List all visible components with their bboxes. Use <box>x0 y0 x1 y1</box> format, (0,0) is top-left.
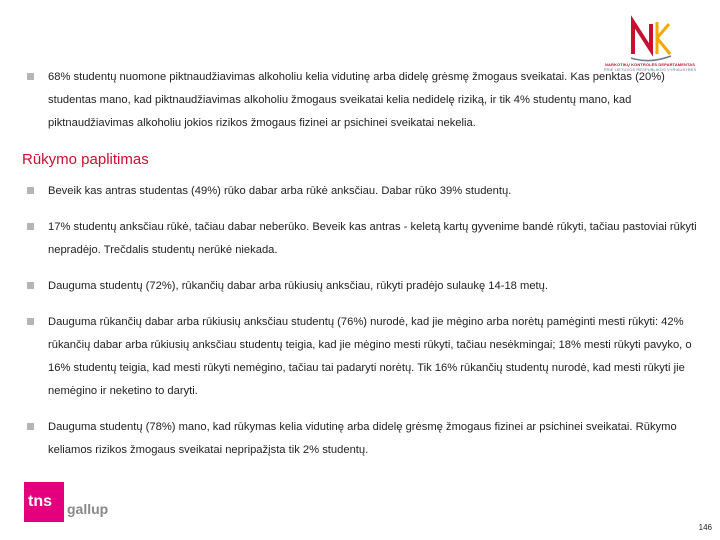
bullet-text: 17% studentų anksčiau rūkė, tačiau dabar neberūko. Beveik kas antras - keletą kartų gyvenime bandė rūkyti, tačiau pastoviai rūkyti nepradėjo. Trečdalis studentų nerūkė niekada. <box>48 221 697 256</box>
ntakd-emblem-icon <box>623 14 677 62</box>
bullet-square-icon <box>27 223 34 230</box>
bullet-square-icon <box>27 423 34 430</box>
bullet-text: Beveik kas antras studentas (49%) rūko dabar arba rūkė anksčiau. Dabar rūko 39% studentų. <box>48 185 512 197</box>
list-item <box>22 311 702 403</box>
intro-bullet <box>22 66 702 135</box>
bullet-text: Dauguma studentų (78%) mano, kad rūkymas kelia vidutinę arba didelę grėsmę žmogaus fizinei ar psichinei sveikatai. Rūkymo keliamos rizikos žmogaus sveikatai nepripažįsta tik 2% studentų. <box>48 421 677 456</box>
list-item <box>22 416 702 462</box>
bullet-square-icon <box>27 187 34 194</box>
bullet-square-icon <box>27 73 34 80</box>
tns-gallup-logo <box>24 482 124 522</box>
page-number: 146 <box>698 523 712 532</box>
list-item <box>22 275 702 298</box>
org-name: NARKOTIKŲ KONTROLĖS DEPARTAMENTAS <box>605 62 695 67</box>
org-subtitle: PRIE LIETUVOS RESPUBLIKOS VYRIAUSYBĖS <box>603 67 697 72</box>
list-item <box>22 180 702 203</box>
bullet-text: Dauguma rūkančių dabar arba rūkiusių anksčiau studentų (76%) nurodė, kad jie mėgino arba norėtų pamėginti mesti rūkyti: 42% rūkančių dabar arba rūkiusių anksčiau studentų teigia, kad jie mėgino mesti rūkyti, tačiau nesėkmingai; 18% mesti rūkyti pavyko, o 16% studentų teigia, kad mesti rūkyti nemėgino, tačiau tai padaryti norėtų. Tik 16% rūkančių studentų nurodė, kad mesti rūkyti jie nemėgino ir neketino to daryti. <box>48 316 692 397</box>
tns-logo-box <box>24 482 64 522</box>
slide-content <box>22 66 702 462</box>
tns-logo-text: tns <box>28 493 52 510</box>
bullet-square-icon <box>27 318 34 325</box>
section-title: Rūkymo paplitimas <box>22 151 149 168</box>
bullet-square-icon <box>27 282 34 289</box>
bullet-text: 68% studentų nuomone piktnaudžiavimas alkoholiu kelia vidutinę arba didelę grėsmę žmogaus sveikatai. Kas penktas (20%) studentas mano, kad piktnaudžiavimas alkoholiu žmogaus sveikatai kelia nedidelę riziką, ir tik 4% studentų mano, kad piktnaudžiavimas alkoholiu jokios rizikos žmogaus fizinei ar psichinei sveikatai nekelia. <box>48 71 665 129</box>
bullet-text: Dauguma studentų (72%), rūkančių dabar arba rūkiusių anksčiau, rūkyti pradėjo sulaukę 14-18 metų. <box>48 280 548 292</box>
list-item <box>22 216 702 262</box>
gallup-logo-text: gallup <box>67 501 109 517</box>
